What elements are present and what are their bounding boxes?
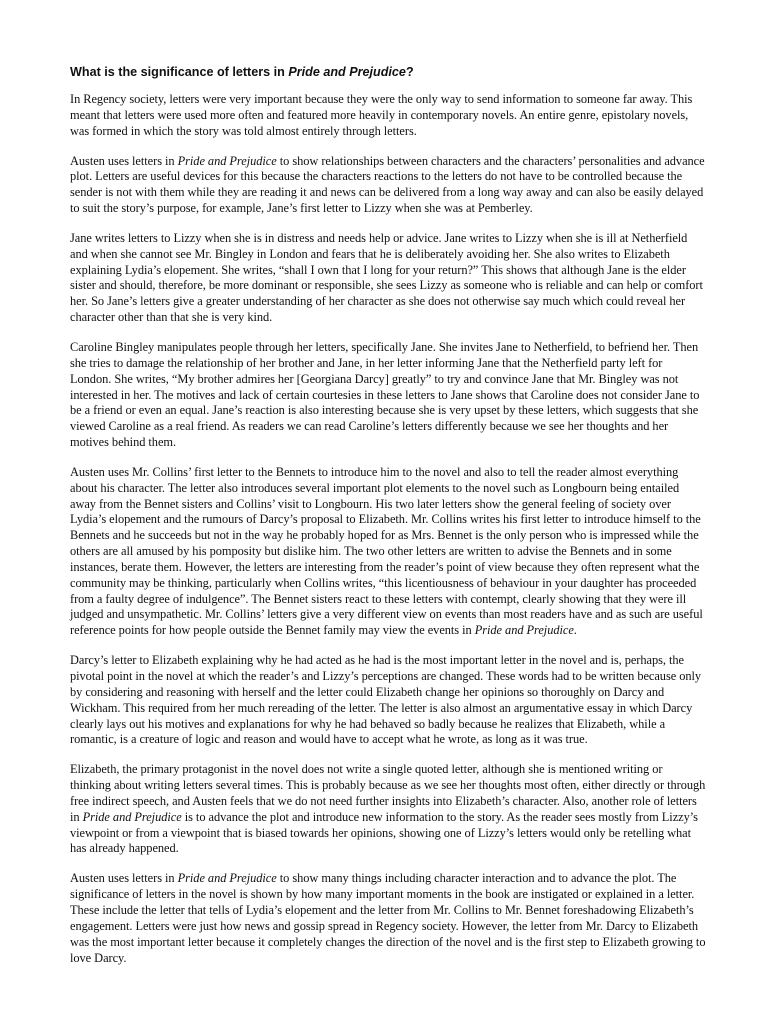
essay-body	[70, 92, 706, 966]
paragraph-text: In Regency society, letters were very important because they were the only way to send information to someone far away. This meant that letters were used more often and featured more heavily in contemporary novels. An entire genre, epistolary novels, was formed in which the story was told almost entirely through letters.	[70, 92, 693, 138]
paragraph	[70, 154, 706, 217]
paragraph-text: Darcy’s letter to Elizabeth explaining why he had acted as he had is the most important letter in the novel and is, perhaps, the pivotal point in the novel at which the reader’s and Lizzy’s perceptions are changed. These words had to be written because only by considering and reasoning with herself and the letter could Elizabeth change her opinions so thoroughly on Darcy and Wickham. This required from her much rereading of the letter. The letter is also almost an argumentative essay in which Darcy clearly lays out his motives and explanations for why he had behaved so badly because he realizes that Elizabeth, while a romantic, is a creature of logic and reason and would have to accept what he wrote, as long as it was true.	[70, 653, 702, 747]
paragraph-text: Austen uses Mr. Collins’ first letter to the Bennets to introduce him to the novel and also to tell the reader almost everything about his character. The letter also introduces several important plot elements to the novel such as Longbourn being entailed away from the Bennet sisters and Collins’ visit to Longbourn. His two later letters show the general feeling of society over Lydia’s elopement and the rumours of Darcy’s proposal to Elizabeth. Mr. Collins writes his first letter to introduce himself to the Bennets and he succeeds but not in the way he probably hoped for as Mrs. Bennet is the only person who is impressed while the others are all amused by his pomposity but dislike him. The two other letters are written to advise the Bennets and in some instances, berate them. However, the letters are interesting from the reader’s point of view because they often represent what the community may be thinking, particularly when Collins writes, “this licentiousness of behaviour in your daughter has proceeded from a faulty degree of indulgence”. The Bennet sisters react to these letters with contempt, clearly showing that they were ill judged and unsympathetic. Mr. Collins’ letters give a very different view on events than most readers have and as such are useful reference points for how people outside the Bennet family may view the events in	[70, 464, 703, 638]
paragraph-text: Jane writes letters to Lizzy when she is in distress and needs help or advice. Jane writes to Lizzy when she is ill at Netherfield and when she cannot see Mr. Bingley in London and fears that he is deliberately avoiding her. She also writes to Elizabeth explaining Lydia’s elopement. She writes, “shall I own that I long for your return?” This shows that although Jane is the elder sister and should, therefore, be more dominant or responsible, she sees Lizzy as someone who is reliable and can help or comfort her. So Jane’s letters give a greater understanding of her character as she does not otherwise say much which could reveal her character other than that she is very kind.	[70, 230, 703, 325]
paragraph	[70, 92, 706, 140]
paragraph	[70, 653, 706, 748]
paragraph-text: to show many things including character interaction and to advance the plot. The significance of letters in the novel is shown by how many important moments in the book are instigated or explained in a letter. These include the letter that tells of Lydia’s elopement and the letter from Mr. Collins to Mr. Bennet foreshadowing Elizabeth’s engagement. Letters were just how news and gossip spread in Regency society. However, the letter from Mr. Darcy to Elizabeth was the most important letter because it completely changes the direction of the novel and is the first step to Elizabeth growing to love Darcy.	[70, 871, 706, 965]
paragraph	[70, 465, 706, 639]
paragraph	[70, 762, 706, 857]
book-title: Pride and Prejudice	[474, 623, 574, 638]
paragraph-text: is to advance the plot and introduce new information to the story. As the reader sees mostly from Lizzy’s viewpoint or from a viewpoint that is biased towards her opinions, showing one of Lizzy’s letters would only be retelling what has already happened.	[70, 809, 698, 856]
heading-title: Pride and Prejudice	[288, 65, 406, 79]
book-title: Pride and Prejudice	[177, 871, 277, 886]
paragraph	[70, 231, 706, 326]
paragraph-text: Austen uses letters in	[70, 871, 178, 886]
heading-prefix: What is the significance of letters in	[70, 65, 289, 79]
heading-suffix: ?	[405, 65, 414, 79]
book-title: Pride and Prejudice	[82, 809, 182, 824]
paragraph-text: to show relationships between characters and the characters’ personalities and advance plot. Letters are useful devices for this because the characters reactions to the letters do not have to be controlled because the sender is not with them while they are reading it and news can be delivered from a long way away and can also be easily delayed to suit the story’s purpose, for example, Jane’s first letter to Lizzy when she was at Pemberley.	[70, 153, 705, 216]
essay-heading	[70, 64, 706, 80]
paragraph-text: Elizabeth, the primary protagonist in the novel does not write a single quoted letter, although she is mentioned writing or thinking about writing letters several times. This is probably because as we see her thoughts most often, either directly or through free indirect speech, and Austen feels that we do not need further insights into Elizabeth’s character. Also, another role of letters in	[70, 762, 706, 824]
paragraph	[70, 871, 706, 966]
paragraph-text: Austen uses letters in	[70, 153, 178, 168]
paragraph-text: .	[573, 623, 577, 638]
paragraph	[70, 340, 706, 451]
book-title: Pride and Prejudice	[177, 153, 277, 168]
paragraph-text: Caroline Bingley manipulates people through her letters, specifically Jane. She invites Jane to Netherfield, to befriend her. Then she tries to damage the relationship of her brother and Jane, in her letter informing Jane that the Netherfield party left for London. She writes, “My brother admires her [Georgiana Darcy] greatly” to try and convince Jane that Mr. Bingley was not interested in her. The motives and lack of certain courtesies in these letters to Jane shows that Caroline does not consider Jane to be a friend or even an equal. Jane’s reaction is also interesting because she is very upset by these letters, which suggests that she viewed Caroline as a real friend. As readers we can read Caroline’s letters differently because we see her thoughts and her motives behind them.	[70, 339, 700, 450]
